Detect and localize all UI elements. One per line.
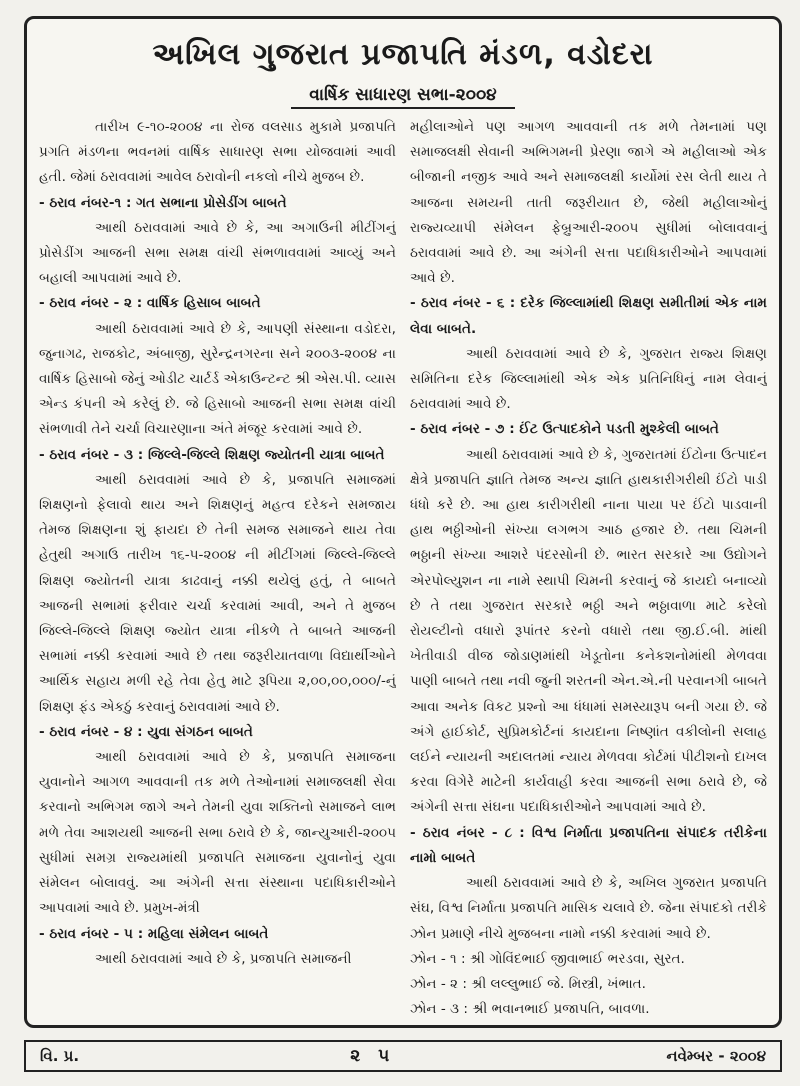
paragraph: આથી ઠરાવવામાં આવે છે કે, આ અગાઉની મીટીંગનું પ્રોસેડીંગ આજની સભા સમક્ષ વાંચી સંભળાવવામાં આવ્યું અને બહાલી આપવામાં આવે છે.: [39, 219, 396, 287]
paragraph: આથી ઠરાવવામાં આવે છે કે, આપણી સંસ્થાના વડોદરા, જુનાગઢ, રાજકોટ, અંબાજી, સુરેન્દ્રનગરના સને ૨૦૦૩-૨૦૦૪ ના વાર્ષિક હિસાબો જેનું ઓડીટ ચાર્ટર્ડ એકાઉન્ટન્ટ શ્રી એસ.પી. વ્યાસ એન્ડ કંપની એ કરેલું છે. જે હિસાબો આજની સભા સમક્ષ વાંચી સંભળાવી તેને ચર્ચા વિચારણાના અંતે મંજૂર કરવામાં આવે છે.: [39, 320, 396, 438]
paragraph: આથી ઠરાવવામાં આવે છે કે, ગુજરાત રાજ્ય શિક્ષણ સમિતિના દરેક જિલ્લામાંથી એક એક પ્રતિનિધિનું નામ લેવાનું ઠરાવવામાં આવે છે.: [410, 345, 767, 413]
page-frame: [24, 16, 782, 1028]
footer-magazine-name: વિ. પ્ર.: [40, 1047, 80, 1065]
page-subtitle: વાર્ષિક સાધારણ સભા-૨૦૦૪: [291, 85, 514, 109]
resolution-heading: - ઠરાવ નંબર - ૪ : યુવા સંગઠન બાબતે: [39, 723, 253, 740]
paragraph: આથી ઠરાવવામાં આવે છે કે, ગુજરાતમાં ઈંટોના ઉત્પાદન ક્ષેત્રે પ્રજાપતિ જ્ઞાતિ તેમજ અન્ય જ્ઞાતિ હાથકારીગરીથી ઈંટો પાડી ધંધો કરે છે. આ હાથ કારીગરીથી નાના પાયા પર ઈંટો પાડવાની હાથ ભઠ્ઠીઓની સંખ્યા લગભગ આઠ હજાર છે. તથા ચિમની ભઠ્ઠાની સંખ્યા આશરે પંદરસોની છે. ભારત સરકારે આ ઉદ્યોગને એરપોલ્યુશન ના નામે સ્થાપી ચિમની કરવાનું જે કાયદો બનાવ્યો છે તે તથા ગુજરાત સરકારે ભઠ્ઠી અને ભઠ્ઠાવાળા માટે કરેલો રોયલ્ટીનો વધારો રૂપાંતર કરનો વધારો તથા જી.ઈ.બી. માંથી ખેતીવાડી વીજ જોડાણમાંથી ખેડૂતોના કનેકશનોમાંથી મેળવવા પાણી બાબતે તથા નવી જુની શરતની એન.એ.ની પરવાનગી બાબતે આવા અનેક વિકટ પ્રશ્નો આ ધંધામાં સમસ્યારૂપ બની ગયા છે. જે અંગે હાઈકોર્ટ, સુપ્રિમકોર્ટનાં કાયદાના નિષ્ણાંત વકીલોની સલાહ લઈને ન્યાયની અદાલતમાં ન્યાય મેળવવા કોર્ટમાં પીટીશનો દાખલ કરવા વિગેરે માટેની કાર્યવાહી કરવા આજની સભા ઠરાવે છે, જે અંગેની સત્તા સંઘના પદાધિકારીઓને આપવામાં આવે છે.: [410, 446, 767, 816]
right-column: [410, 115, 767, 1015]
resolution-heading: - ઠરાવ નંબર - ૮ : વિશ્વ નિર્માતા પ્રજાપતિના સંપાદક તરીકેના નામો બાબતે: [410, 824, 767, 866]
paragraph: તારીખ ૯-૧૦-૨૦૦૪ ના રોજ વલસાડ મુકામે પ્રજાપતિ પ્રગતિ મંડળના ભવનમાં વાર્ષિક સાધારણ સભા યોજવામાં આવી હતી. જેમાં ઠરાવવામાં આવેલ ઠરાવોની નકલો નીચે મુજબ છે.: [39, 119, 396, 186]
paragraph: આથી ઠરાવવામાં આવે છે કે, અખિલ ગુજરાત પ્રજાપતિ સંઘ, વિશ્વ નિર્માતા પ્રજાપતિ માસિક ચલાવે છે. જેના સંપાદકો તરીકે ઝોન પ્રમાણે નીચે મુજબના નામો નક્કી કરવામાં આવે છે.: [410, 875, 767, 942]
resolution-heading: - ઠરાવ નંબર-૧ : ગત સભાના પ્રોસેડીંગ બાબતે: [39, 194, 287, 211]
resolution-heading: - ઠરાવ નંબર - ૩ : જિલ્લે-જિલ્લે શિક્ષણ જ્યોતની યાત્રા બાબતે: [39, 446, 385, 463]
footer-issue-date: નવેમ્બર - ૨૦૦૪: [666, 1047, 766, 1065]
paragraph: ઝોન - ૧ : શ્રી ગોવિંદભાઈ જીવાભાઈ ભરડવા, સુરત.: [410, 950, 685, 967]
resolution-heading: - ઠરાવ નંબર - ૫ : મહિલા સંમેલન બાબતે: [39, 925, 269, 942]
page-footer: [24, 1040, 782, 1072]
paragraph: મહીલાઓને પણ આગળ આવવાની તક મળે તેમનામાં પણ સમાજલક્ષી સેવાની અભિગમની પ્રેરણા જાગે એ મહીલાઓ એક બીજાની નજીક આવે અને સમાજલક્ષી કાર્યોમાં રસ લેતી થાય તે આજના સમયની તાતી જરૂરીયાત છે, જેથી મહીલાઓનું રાજ્યવ્યાપી સંમેલન ફેબ્રુઆરી-૨૦૦૫ સુધીમાં બોલાવવાનું ઠરાવવામાં આવે છે. આ અંગેની સત્તા પદાધિકારીઓને આપવામાં આવે છે.: [410, 119, 767, 287]
resolution-heading: - ઠરાવ નંબર - ૭ : ઈંટ ઉત્પાદકોને પડતી મુશ્કેલી બાબતે: [410, 421, 719, 438]
paragraph: આથી ઠરાવવામાં આવે છે કે, પ્રજાપતિ સમાજના યુવાનોને આગળ આવવાની તક મળે તેઓનામાં સમાજલક્ષી સેવા કરવાનો અભિગમ જાગે અને તેમની યુવા શક્તિનો સમાજને લાભ મળે તેવા આશયથી આજની સભા ઠરાવે છે કે, જાન્યુઆરી-૨૦૦૫ સુધીમાં સમગ્ર રાજ્યમાંથી પ્રજાપતિ સમાજના યુવાનોનું યુવા સંમેલન બોલાવવું. આ અંગેની સત્તા સંસ્થાના પદાધિકારીઓને આપવામાં આવે છે. પ્રમુખ-મંત્રી: [39, 749, 396, 917]
paragraph: આથી ઠરાવવામાં આવે છે કે, પ્રજાપતિ સમાજની: [95, 950, 352, 967]
page-number: ૨ ૫: [350, 1046, 396, 1066]
article-columns: [39, 115, 767, 1015]
resolution-heading: - ઠરાવ નંબર - ૬ : દરેક જિલ્લામાંથી શિક્ષણ સમીતીમાં એક નામ લેવા બાબતે.: [410, 295, 767, 337]
paragraph: ઝોન - ૨ : શ્રી લલ્લુભાઈ જે. મિસ્ત્રી, ખંભાત.: [410, 975, 646, 992]
paragraph: ઝોન - ૩ : શ્રી ભવાનભાઈ પ્રજાપતિ, બાવળા.: [410, 1001, 650, 1015]
page-title: અખિલ ગુજરાત પ્રજાપતિ મંડળ, વડોદરા: [152, 37, 654, 72]
resolution-heading: - ઠરાવ નંબર - ૨ : વાર્ષિક હિસાબ બાબતે: [39, 295, 261, 312]
subtitle-wrap: [27, 85, 779, 109]
left-column: [39, 115, 396, 1015]
paragraph: આથી ઠરાવવામાં આવે છે કે, પ્રજાપતિ સમાજમાં શિક્ષણનો ફેલાવો થાય અને શિક્ષણનું મહત્વ દરેકને સમજાય તેમજ શિક્ષણના શું ફાયદા છે તેની સમજ સમાજને થાય તેવા હેતુથી અગાઉ તારીખ ૧૬-૫-૨૦૦૪ ની મીટીંગમાં જિલ્લે-જિલ્લે શિક્ષણ જ્યોતની યાત્રા કાઢવાનું નક્કી થયેલું હતું, તે બાબતે આજની સભામાં ફરીવાર ચર્ચા કરવામાં આવી, અને તે મુજબ જિલ્લે-જિલ્લે શિક્ષણ જ્યોત યાત્રા નીકળે તે બાબતે આજની સભામાં નક્કી કરવામાં આવે છે તથા જરૂરીયાતવાળા વિદ્યાર્થીઓને આર્થિક સહાય મળી રહે તેવા હેતુ માટે રૂપિયા ૨,૦૦,૦૦,૦૦૦/-નું શિક્ષણ ફંડ એકઠું કરવાનું ઠરાવવામાં આવે છે.: [39, 471, 396, 715]
